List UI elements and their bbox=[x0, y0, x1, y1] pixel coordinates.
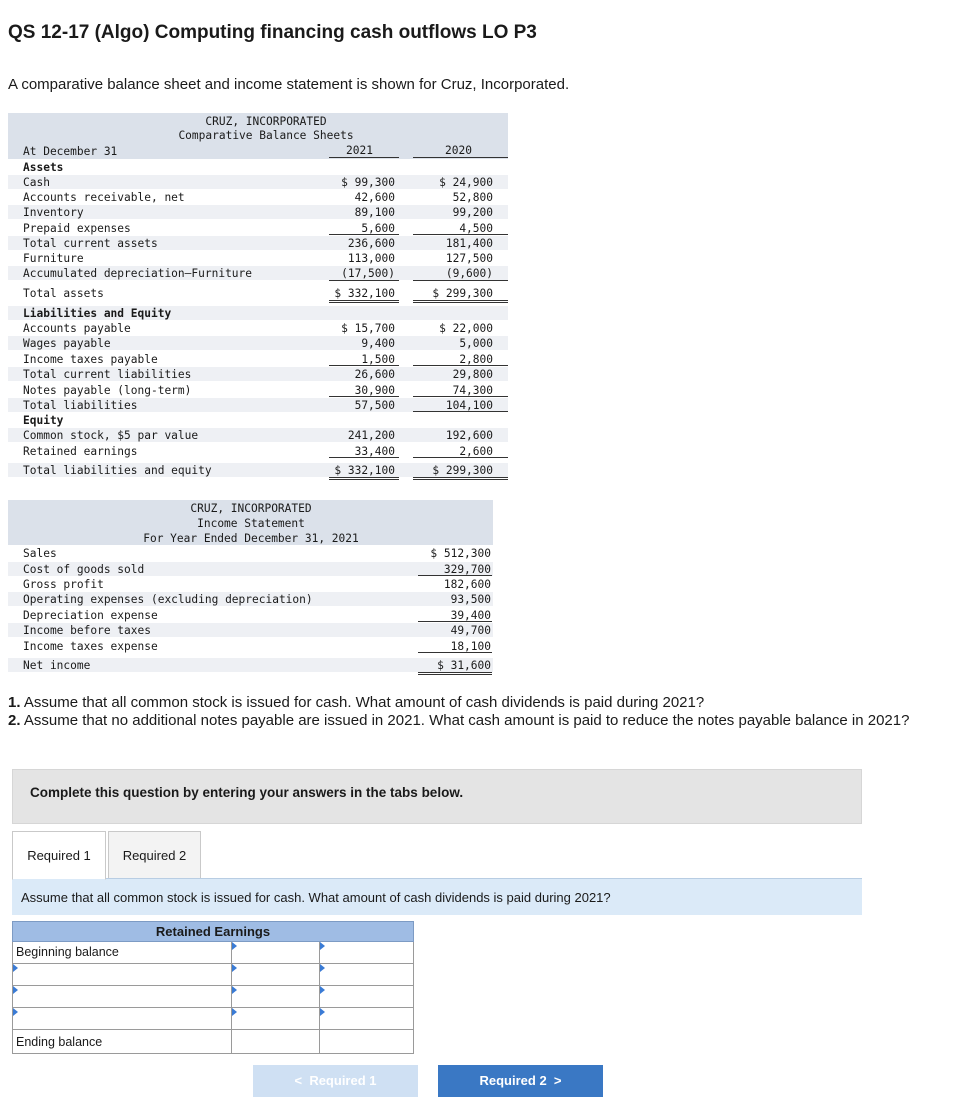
divider bbox=[329, 280, 399, 281]
is-statement-title: Income Statement bbox=[197, 517, 305, 530]
prev-required-button[interactable]: < Required 1 bbox=[253, 1065, 418, 1097]
bs-statement-title: Comparative Balance Sheets bbox=[178, 129, 354, 142]
re-entry-3-label[interactable] bbox=[13, 1008, 232, 1029]
re-entry-2-label[interactable] bbox=[13, 986, 232, 1007]
bs-row-assets-header: Assets bbox=[23, 161, 64, 174]
bs-row-notes-payable: Notes payable (long-term) 30,900 74,300 bbox=[23, 384, 493, 397]
re-entry-1-debit-input[interactable] bbox=[232, 964, 319, 985]
re-entry-2-label-input[interactable] bbox=[16, 989, 231, 1007]
is-row-opex: Operating expenses (excluding depreciation) 93,500 bbox=[8, 592, 493, 606]
re-entry-2-debit[interactable] bbox=[232, 986, 320, 1007]
re-entry-3-credit[interactable] bbox=[320, 1008, 413, 1029]
divider bbox=[413, 302, 508, 303]
bs-company: CRUZ, INCORPORATED bbox=[205, 115, 327, 128]
instruction-banner: Complete this question by entering your answers in the tabs below. bbox=[12, 769, 862, 824]
re-row-entry-1 bbox=[12, 964, 414, 986]
income-statement-header bbox=[8, 500, 493, 545]
is-row-cogs: Cost of goods sold 329,700 bbox=[8, 562, 493, 576]
chevron-left-icon: < bbox=[294, 1073, 303, 1088]
bs-row-prepaid: Prepaid expenses 5,600 4,500 bbox=[23, 222, 493, 235]
bs-row-furniture: Furniture 113,000 127,500 bbox=[23, 252, 493, 265]
divider bbox=[329, 479, 399, 480]
divider bbox=[413, 457, 508, 458]
re-row-entry-3 bbox=[12, 1008, 414, 1030]
divider bbox=[413, 157, 508, 158]
divider bbox=[329, 157, 399, 158]
tab-required-2[interactable]: Required 2 bbox=[108, 831, 201, 879]
is-row-gross-profit: Gross profit 182,600 bbox=[23, 578, 491, 591]
divider bbox=[329, 365, 399, 366]
bs-row-total-le: Total liabilities and equity $ 332,100 $ 299,300 bbox=[8, 463, 508, 477]
divider bbox=[413, 479, 508, 480]
chevron-right-icon: > bbox=[553, 1073, 562, 1088]
bs-row-total-liabilities: Total liabilities 57,500 104,100 bbox=[8, 398, 508, 412]
question-panel: Assume that all common stock is issued for cash. What amount of cash dividends is paid during 2021? bbox=[12, 878, 862, 915]
re-entry-1-label-input[interactable] bbox=[16, 967, 231, 985]
divider bbox=[413, 396, 508, 397]
divider bbox=[413, 280, 508, 281]
is-row-depreciation: Depreciation expense 39,400 bbox=[23, 609, 491, 622]
bs-row-accum-dep: Accumulated depreciation—Furniture (17,500) (9,600) bbox=[8, 266, 508, 280]
re-entry-3-credit-input[interactable] bbox=[320, 1008, 413, 1029]
divider bbox=[418, 621, 492, 622]
tab-required-1[interactable]: Required 1 bbox=[12, 831, 106, 880]
re-entry-1-credit-input[interactable] bbox=[320, 964, 413, 985]
bs-col-2020: 2020 bbox=[445, 144, 472, 157]
re-entry-3-debit[interactable] bbox=[232, 1008, 320, 1029]
re-entry-2-debit-input[interactable] bbox=[232, 986, 319, 1007]
re-beginning-debit-input[interactable] bbox=[232, 942, 319, 963]
bs-row-ap: Accounts payable $ 15,700 $ 22,000 bbox=[23, 322, 493, 335]
question-2: 2. Assume that no additional notes payable are issued in 2021. What cash amount is paid to reduce the notes payable balance in 2021? bbox=[8, 712, 910, 729]
divider bbox=[329, 302, 399, 303]
re-beginning-debit[interactable] bbox=[232, 942, 320, 963]
re-ending-credit bbox=[320, 1030, 413, 1053]
bs-row-taxes-payable: Income taxes payable 1,500 2,800 bbox=[23, 353, 493, 366]
re-row-entry-2 bbox=[12, 986, 414, 1008]
bs-row-wages: Wages payable 9,400 5,000 bbox=[8, 336, 508, 350]
divider bbox=[413, 411, 508, 412]
is-company: CRUZ, INCORPORATED bbox=[190, 502, 312, 515]
divider bbox=[418, 672, 492, 673]
bs-row-total-assets: Total assets $ 332,100 $ 299,300 bbox=[23, 287, 493, 300]
divider bbox=[418, 674, 492, 675]
divider bbox=[329, 234, 399, 235]
re-beginning-credit-input[interactable] bbox=[320, 942, 413, 963]
divider bbox=[413, 477, 508, 478]
bs-row-equity-header: Equity bbox=[23, 414, 64, 427]
bs-period-label: At December 31 bbox=[23, 145, 118, 158]
divider bbox=[418, 652, 492, 653]
balance-sheet-header bbox=[8, 113, 508, 159]
bs-row-total-current-assets: Total current assets 236,600 181,400 bbox=[8, 236, 508, 250]
divider bbox=[329, 457, 399, 458]
divider bbox=[329, 300, 399, 301]
intro-text: A comparative balance sheet and income statement is shown for Cruz, Incorporated. bbox=[8, 76, 570, 93]
retained-earnings-header: Retained Earnings bbox=[12, 921, 414, 942]
is-period: For Year Ended December 31, 2021 bbox=[143, 532, 359, 545]
re-row-ending bbox=[12, 1030, 414, 1054]
re-ending-label: Ending balance bbox=[13, 1030, 232, 1053]
is-row-sales: Sales $ 512,300 bbox=[23, 547, 491, 560]
bs-row-cash: Cash $ 99,300 $ 24,900 bbox=[8, 175, 508, 189]
question-1: 1. Assume that all common stock is issued for cash. What amount of cash dividends is paid during 2021? bbox=[8, 694, 705, 711]
re-beginning-credit[interactable] bbox=[320, 942, 413, 963]
divider bbox=[413, 300, 508, 301]
bs-row-le-header: Liabilities and Equity bbox=[8, 306, 508, 320]
re-entry-1-credit[interactable] bbox=[320, 964, 413, 985]
divider bbox=[329, 396, 399, 397]
re-entry-3-debit-input[interactable] bbox=[232, 1008, 319, 1029]
is-row-tax: Income taxes expense 18,100 bbox=[23, 640, 491, 653]
bs-row-total-current-liabilities: Total current liabilities 26,600 29,800 bbox=[8, 367, 508, 381]
bs-row-inventory: Inventory 89,100 99,200 bbox=[8, 205, 508, 219]
divider bbox=[413, 365, 508, 366]
re-entry-1-label[interactable] bbox=[13, 964, 232, 985]
bs-row-ar: Accounts receivable, net 42,600 52,800 bbox=[23, 191, 493, 204]
page-title: QS 12-17 (Algo) Computing financing cash outflows LO P3 bbox=[8, 22, 537, 43]
bs-row-common-stock: Common stock, $5 par value 241,200 192,600 bbox=[8, 428, 508, 442]
next-required-button[interactable]: Required 2 > bbox=[438, 1065, 603, 1097]
is-row-ibt: Income before taxes 49,700 bbox=[8, 623, 493, 637]
re-beginning-label: Beginning balance bbox=[13, 942, 232, 963]
divider bbox=[418, 575, 492, 576]
re-row-beginning bbox=[12, 942, 414, 964]
re-entry-3-label-input[interactable] bbox=[16, 1011, 231, 1029]
bs-col-2021: 2021 bbox=[346, 144, 373, 157]
divider bbox=[329, 477, 399, 478]
is-row-net-income: Net income $ 31,600 bbox=[8, 658, 493, 672]
re-entry-2-credit-input[interactable] bbox=[320, 986, 413, 1007]
divider bbox=[413, 234, 508, 235]
re-entry-2-credit[interactable] bbox=[320, 986, 413, 1007]
bs-row-retained-earnings: Retained earnings 33,400 2,600 bbox=[23, 445, 493, 458]
re-entry-1-debit[interactable] bbox=[232, 964, 320, 985]
re-ending-debit bbox=[232, 1030, 320, 1053]
